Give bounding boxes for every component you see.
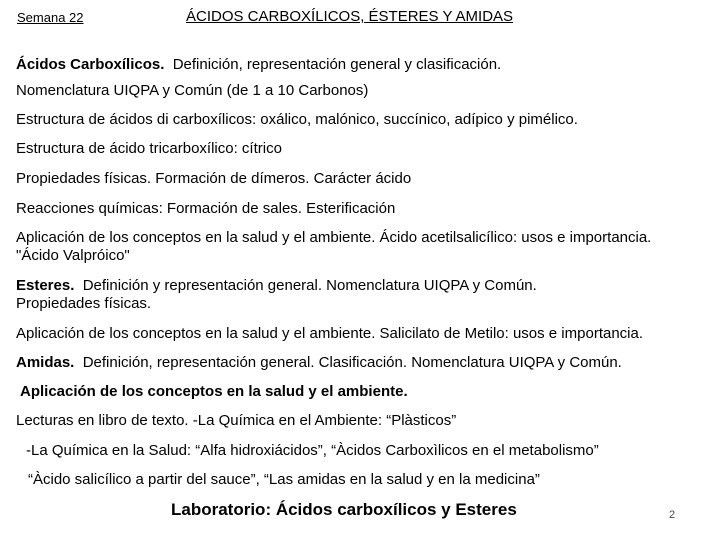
line-application-3: Aplicación de los conceptos en la salud y el ambiente. (20, 383, 408, 400)
line-application-1: Aplicación de los conceptos en la salud y el ambiente. Ácido acetilsalicílico: usos e importancia. (16, 229, 652, 246)
carboxylic-acids-heading: Ácidos Carboxílicos. (16, 56, 165, 73)
esters-text: Definición y representación general. Nomenclatura UIQPA y Común. (74, 277, 537, 294)
line-amides (16, 354, 622, 372)
carboxylic-acids-text: Definición, representación general y clasificación. (164, 56, 502, 73)
line-carboxylic-acids (16, 56, 501, 74)
line-readings-health: -La Química en la Salud: “Alfa hidroxiácidos”, “Àcidos Carboxìlicos en el metabolismo” (26, 442, 599, 459)
line-physical-properties: Propiedades físicas. Formación de dímeros. Carácter ácido (16, 170, 412, 187)
line-esters-properties: Propiedades físicas. (16, 295, 152, 312)
line-readings: Lecturas en libro de texto. -La Química en el Ambiente: “Plàsticos” (16, 412, 457, 429)
page-number: 2 (669, 509, 676, 521)
line-nomenclature: Nomenclatura UIQPA y Común (de 1 a 10 Carbonos) (16, 82, 369, 99)
laboratory-footer: Laboratorio: Ácidos carboxílicos y Esteres (171, 500, 517, 519)
amides-heading: Amidas. (16, 354, 75, 371)
line-tricarboxylic: Estructura de ácido tricarboxílico: cítrico (16, 140, 282, 157)
line-dicarboxylic: Estructura de ácidos di carboxílicos: oxálico, malónico, succínico, adípico y pimélico. (16, 111, 578, 128)
line-esters (16, 277, 537, 295)
amides-text: Definición, representación general. Clasificación. Nomenclatura UIQPA y Común. (74, 354, 622, 371)
line-readings-salicylic: “Àcido salicílico a partir del sauce”, “Las amidas en la salud y en la medicina” (28, 471, 540, 488)
week-label: Semana 22 (17, 10, 84, 25)
page-title: ÁCIDOS CARBOXÍLICOS, ÉSTERES Y AMIDAS (186, 8, 514, 25)
line-application-2: Aplicación de los conceptos en la salud y el ambiente. Salicilato de Metilo: usos e importancia. (16, 325, 644, 342)
line-valproic-acid: "Ácido Valpróico" (16, 247, 130, 264)
esters-heading: Esteres. (16, 277, 75, 294)
line-chemical-reactions: Reacciones químicas: Formación de sales. Esterificación (16, 200, 396, 217)
